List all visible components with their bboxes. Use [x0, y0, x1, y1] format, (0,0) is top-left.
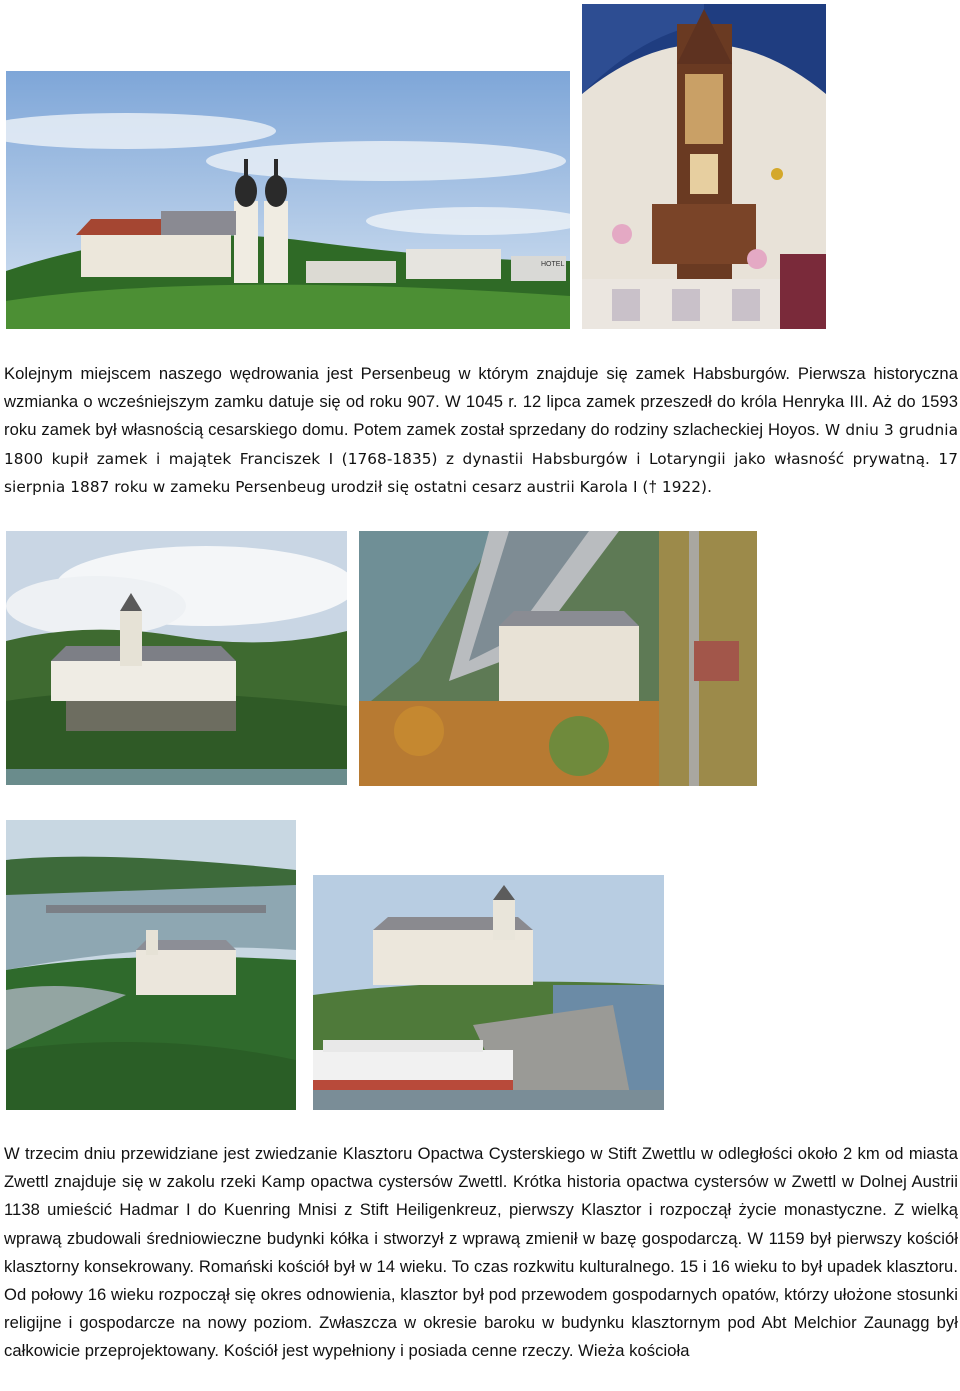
- danube-dam-photo: [6, 820, 296, 1110]
- hotel-sign: HOTEL: [541, 261, 565, 268]
- castle-harbor-photo: [313, 875, 664, 1110]
- paragraph-zwettl: W trzecim dniu przewidziane jest zwiedzanie Klasztoru Opactwa Cysterskiego w Stift Zwettlu w odległości około 2 km od miasta Zwettl znajduje się w zakolu rzeki Kamp opactwa cystersów Zwettl. Krótka historia opactwa cystersów w Zwettl w Dolnej Austrii 1138 umieścić Hadmar I do Kuenring Mnisi z Stift Heiligenkreuz, pierwszy Klasztor i rozpoczął życie monastyczne. Z wielką wprawą zbudowali średniowieczne budynki kółka i stworzył z wprawą zmienił w bazę gospodarczą. W 1159 był pierwszy kościół klasztorny konsekrowany. Romański kościół był w 14 wieku. To czas rozkwitu kulturalnego. 15 i 16 wieku to był upadek klasztoru. Od połowy 16 wieku rozpoczął się okres odnowienia, klasztor był pod przewodem gospodarnych opatów, którzy ułożone stosunki religijne i gospodarcze na nowy poziom. Zwłaszcza w okresie baroku w budynku klasztornym pod Abt Melchior Zaunagg był całkowicie przeprojektowany. Kościół jest wypełniony i posiada cenne rzeczy. Wieża kościoła: [4, 1144, 958, 1361]
- paragraph-persenbeug: [4, 360, 958, 502]
- paragraph-persenbeug-part1: Kolejnym miejscem naszego wędrowania jest Persenbeug w którym znajduje się zamek Habsburgów. Pierwsza historyczna wzmianka o wcześniejszym zamku datuje się od roku 907. W 1045 r. 12 lipca zamek przeszedł do króla Henryka III. Aż do 1593 roku zamek był własnością cesarskiego domu. Potem zamek został sprzedany do rodziny szlacheckiej Hoyos.: [4, 364, 958, 440]
- paragraph-persenbeug-part2: W dniu 3 grudnia 1800 kupił zamek i majątek Franciszek I (1768-1835) z dynastii Habsburgów i Lotaryngii jako własność prywatną. 17 sierpnia 1887 roku w zameku Persenbeug urodził się ostatni cesarz austrii Karola I (: [4, 421, 958, 496]
- monastery-hill-photo: [6, 71, 570, 329]
- paragraph-persenbeug-part3: 1922).: [657, 477, 712, 496]
- altar-photo: [582, 4, 826, 329]
- dagger-symbol: †: [648, 478, 658, 496]
- castle-aerial-photo: [359, 531, 757, 786]
- castle-hill-photo: [6, 531, 347, 785]
